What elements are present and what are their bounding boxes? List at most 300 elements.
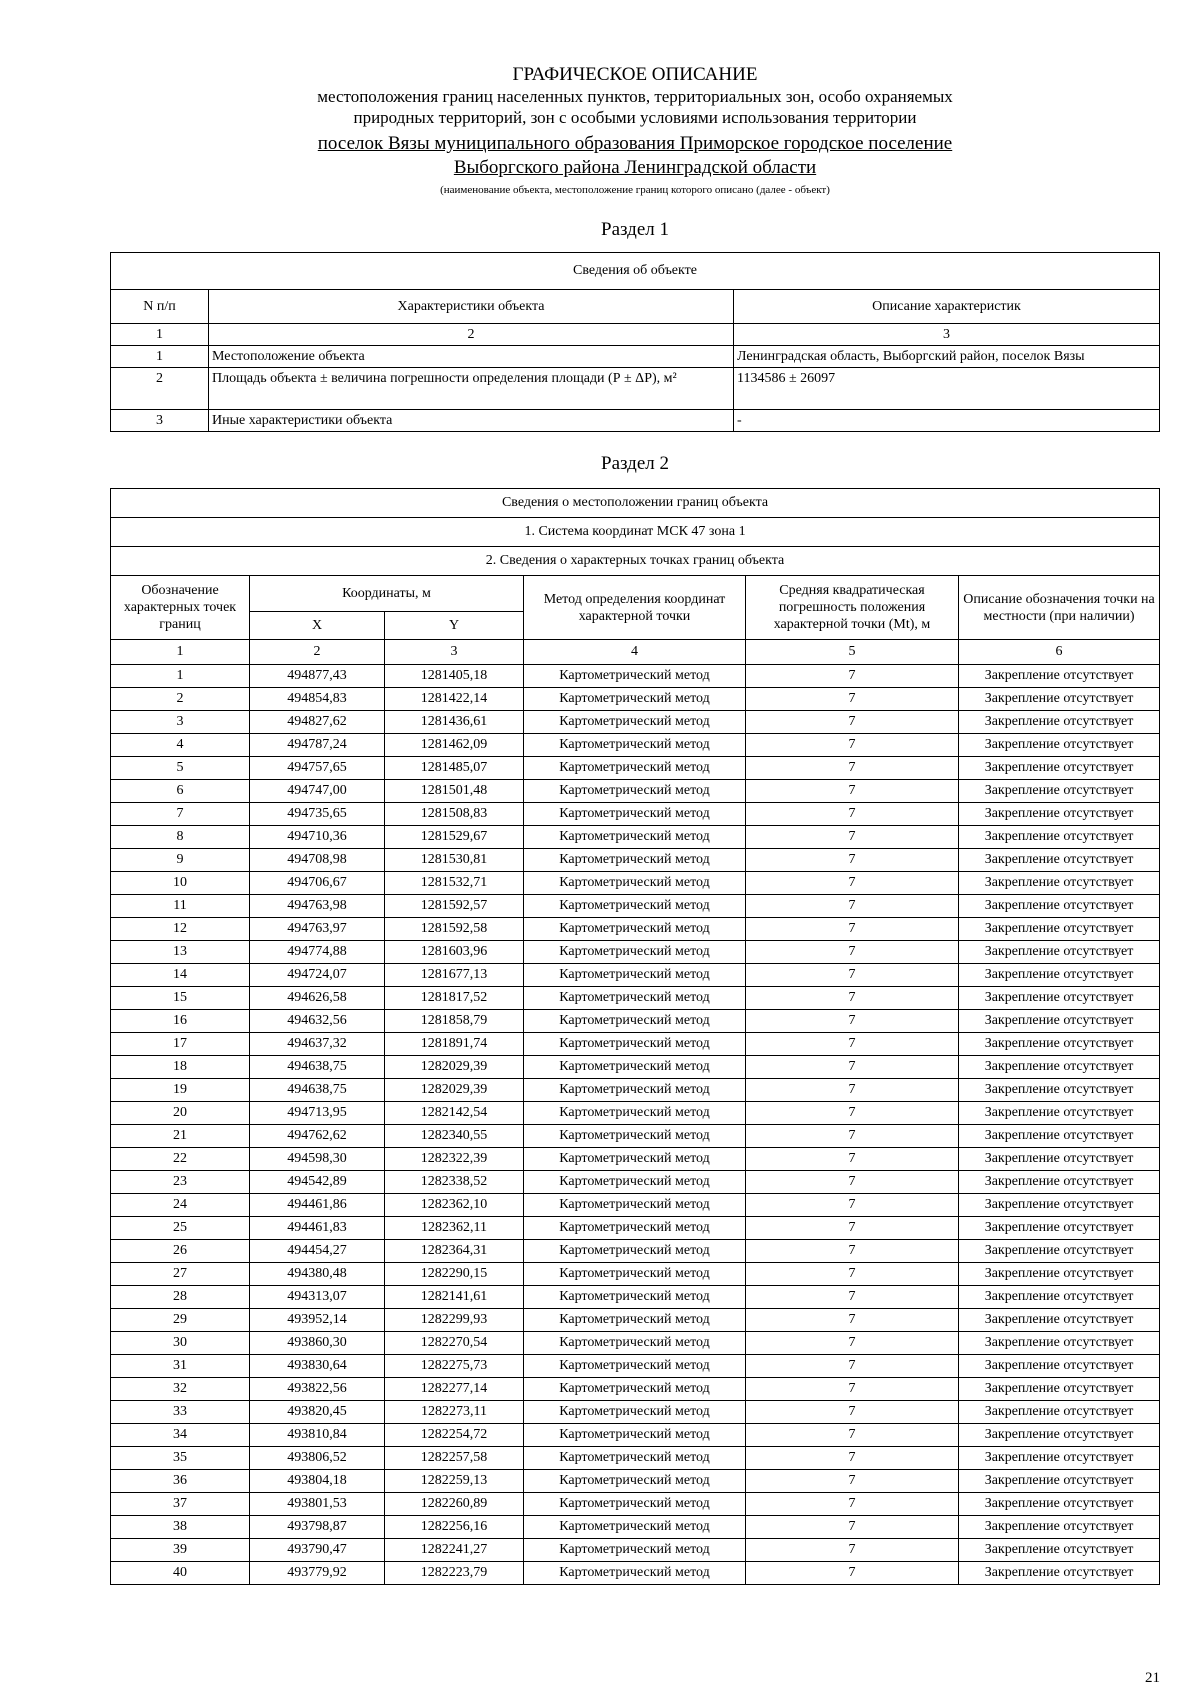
point-description: Закрепление отсутствует <box>959 1539 1160 1562</box>
characteristic-name: Местоположение объекта <box>209 346 734 368</box>
header-description: Описание характеристик <box>734 290 1160 324</box>
mean-error: 7 <box>746 734 959 757</box>
table-row <box>111 1447 1160 1470</box>
coord-y: 1282254,72 <box>385 1424 524 1447</box>
table-row <box>111 1355 1160 1378</box>
point-designation: 39 <box>111 1539 250 1562</box>
coord-x: 494706,67 <box>250 872 385 895</box>
point-designation: 8 <box>111 826 250 849</box>
table-row <box>111 1010 1160 1033</box>
mean-error: 7 <box>746 688 959 711</box>
point-description: Закрепление отсутствует <box>959 1447 1160 1470</box>
coord-x: 494735,65 <box>250 803 385 826</box>
point-designation: 37 <box>111 1493 250 1516</box>
point-designation: 12 <box>111 918 250 941</box>
coord-y: 1282299,93 <box>385 1309 524 1332</box>
coord-y: 1281436,61 <box>385 711 524 734</box>
point-description: Закрепление отсутствует <box>959 1493 1160 1516</box>
method: Картометрический метод <box>524 1332 746 1355</box>
point-designation: 24 <box>111 1194 250 1217</box>
table-row <box>111 1171 1160 1194</box>
method: Картометрический метод <box>524 1309 746 1332</box>
method: Картометрический метод <box>524 941 746 964</box>
mean-error: 7 <box>746 1171 959 1194</box>
mean-error: 7 <box>746 987 959 1010</box>
table-row <box>111 665 1160 688</box>
object-name-text-1: поселок Вязы муниципального образования Приморское городское поселение <box>317 133 953 154</box>
characteristic-value: Ленинградская область, Выборгский район, поселок Вязы <box>734 346 1160 368</box>
point-designation: 21 <box>111 1125 250 1148</box>
column-number: 2 <box>209 324 734 346</box>
characteristic-value: - <box>734 410 1160 432</box>
coord-y: 1282322,39 <box>385 1148 524 1171</box>
point-description: Закрепление отсутствует <box>959 1378 1160 1401</box>
mean-error: 7 <box>746 1539 959 1562</box>
column-number: 6 <box>959 640 1160 665</box>
coord-x: 494763,98 <box>250 895 385 918</box>
header-designation: Обозначение характерных точек границ <box>111 576 250 640</box>
method: Картометрический метод <box>524 826 746 849</box>
point-description: Закрепление отсутствует <box>959 1033 1160 1056</box>
method: Картометрический метод <box>524 688 746 711</box>
method: Картометрический метод <box>524 1286 746 1309</box>
document-title: ГРАФИЧЕСКОЕ ОПИСАНИЕ <box>512 64 758 85</box>
coord-x: 494877,43 <box>250 665 385 688</box>
table-row <box>111 1194 1160 1217</box>
characteristic-value: 1134586 ± 26097 <box>734 368 1160 410</box>
point-description: Закрепление отсутствует <box>959 1125 1160 1148</box>
point-designation: 9 <box>111 849 250 872</box>
coord-x: 494454,27 <box>250 1240 385 1263</box>
coord-y: 1282362,11 <box>385 1217 524 1240</box>
point-designation: 32 <box>111 1378 250 1401</box>
coord-x: 494774,88 <box>250 941 385 964</box>
table-row <box>111 1378 1160 1401</box>
table-row <box>111 711 1160 734</box>
table-row <box>111 1332 1160 1355</box>
coord-x: 494710,36 <box>250 826 385 849</box>
table-row <box>111 1240 1160 1263</box>
table-row <box>111 688 1160 711</box>
table-row <box>111 1562 1160 1585</box>
point-description: Закрепление отсутствует <box>959 1171 1160 1194</box>
table-row <box>111 1516 1160 1539</box>
table-row <box>111 1102 1160 1125</box>
point-description: Закрепление отсутствует <box>959 849 1160 872</box>
mean-error: 7 <box>746 1309 959 1332</box>
table-row <box>111 1470 1160 1493</box>
coord-y: 1282290,15 <box>385 1263 524 1286</box>
point-description: Закрепление отсутствует <box>959 1424 1160 1447</box>
mean-error: 7 <box>746 757 959 780</box>
point-description: Закрепление отсутствует <box>959 918 1160 941</box>
method: Картометрический метод <box>524 849 746 872</box>
subtitle-line-2: природных территорий, зон с особыми условиями использования территории <box>353 108 917 127</box>
method: Картометрический метод <box>524 1470 746 1493</box>
method: Картометрический метод <box>524 1010 746 1033</box>
point-designation: 35 <box>111 1447 250 1470</box>
mean-error: 7 <box>746 665 959 688</box>
coord-x: 494787,24 <box>250 734 385 757</box>
table-row <box>111 1263 1160 1286</box>
mean-error: 7 <box>746 1516 959 1539</box>
header-method: Метод определения координат характерной точки <box>524 576 746 640</box>
coord-y: 1282257,58 <box>385 1447 524 1470</box>
table-row <box>111 1424 1160 1447</box>
coord-y: 1281530,81 <box>385 849 524 872</box>
point-description: Закрепление отсутствует <box>959 1286 1160 1309</box>
coord-y: 1281603,96 <box>385 941 524 964</box>
column-number: 4 <box>524 640 746 665</box>
point-designation: 15 <box>111 987 250 1010</box>
point-description: Закрепление отсутствует <box>959 803 1160 826</box>
point-description: Закрепление отсутствует <box>959 1263 1160 1286</box>
coord-x: 494637,32 <box>250 1033 385 1056</box>
point-designation: 3 <box>111 711 250 734</box>
mean-error: 7 <box>746 1493 959 1516</box>
table-row <box>111 1401 1160 1424</box>
point-designation: 10 <box>111 872 250 895</box>
coord-x: 494713,95 <box>250 1102 385 1125</box>
table-row <box>111 872 1160 895</box>
point-designation: 40 <box>111 1562 250 1585</box>
table-row <box>111 918 1160 941</box>
coord-y: 1281405,18 <box>385 665 524 688</box>
point-designation: 22 <box>111 1148 250 1171</box>
coord-x: 494724,07 <box>250 964 385 987</box>
method: Картометрический метод <box>524 1516 746 1539</box>
point-description: Закрепление отсутствует <box>959 1102 1160 1125</box>
point-description: Закрепление отсутствует <box>959 1240 1160 1263</box>
method: Картометрический метод <box>524 734 746 757</box>
point-designation: 28 <box>111 1286 250 1309</box>
coord-y: 1282142,54 <box>385 1102 524 1125</box>
coord-x: 494598,30 <box>250 1148 385 1171</box>
column-number: 3 <box>385 640 524 665</box>
mean-error: 7 <box>746 1401 959 1424</box>
point-designation: 18 <box>111 1056 250 1079</box>
table-row <box>111 1493 1160 1516</box>
coord-y: 1281508,83 <box>385 803 524 826</box>
object-name-line-1 <box>0 132 1200 156</box>
point-designation: 14 <box>111 964 250 987</box>
header-number: N п/п <box>111 290 209 324</box>
point-designation: 36 <box>111 1470 250 1493</box>
object-name-line-2 <box>0 156 1200 180</box>
coord-x: 494542,89 <box>250 1171 385 1194</box>
table-row <box>111 1539 1160 1562</box>
boundary-table-title: Сведения о местоположении границ объекта <box>111 489 1160 518</box>
table-row <box>111 826 1160 849</box>
coord-y: 1281891,74 <box>385 1033 524 1056</box>
object-info-table <box>110 252 1160 432</box>
coord-x: 493790,47 <box>250 1539 385 1562</box>
method: Картометрический метод <box>524 1355 746 1378</box>
section-2-title: Раздел 2 <box>601 453 669 474</box>
point-description: Закрепление отсутствует <box>959 780 1160 803</box>
table-row <box>111 1056 1160 1079</box>
point-designation: 6 <box>111 780 250 803</box>
mean-error: 7 <box>746 872 959 895</box>
mean-error: 7 <box>746 1378 959 1401</box>
coord-x: 493806,52 <box>250 1447 385 1470</box>
mean-error: 7 <box>746 1102 959 1125</box>
column-number: 1 <box>111 640 250 665</box>
characteristic-name: Площадь объекта ± величина погрешности определения площади (Р ± ΔР), м² <box>209 368 734 410</box>
header-error: Средняя квадратическая погрешность положения характерной точки (Mt), м <box>746 576 959 640</box>
coord-y: 1282029,39 <box>385 1056 524 1079</box>
mean-error: 7 <box>746 918 959 941</box>
method: Картометрический метод <box>524 895 746 918</box>
column-number: 3 <box>734 324 1160 346</box>
table-row <box>111 757 1160 780</box>
table-row <box>111 410 1160 432</box>
mean-error: 7 <box>746 1033 959 1056</box>
point-description: Закрепление отсутствует <box>959 1516 1160 1539</box>
coord-x: 494827,62 <box>250 711 385 734</box>
mean-error: 7 <box>746 895 959 918</box>
table-row <box>111 964 1160 987</box>
mean-error: 7 <box>746 941 959 964</box>
coord-x: 494461,83 <box>250 1217 385 1240</box>
table-row <box>111 803 1160 826</box>
table-row <box>111 1079 1160 1102</box>
coord-y: 1282277,14 <box>385 1378 524 1401</box>
point-designation: 1 <box>111 665 250 688</box>
coord-x: 494380,48 <box>250 1263 385 1286</box>
method: Картометрический метод <box>524 1217 746 1240</box>
coord-y: 1282270,54 <box>385 1332 524 1355</box>
mean-error: 7 <box>746 1424 959 1447</box>
coord-y: 1282259,13 <box>385 1470 524 1493</box>
mean-error: 7 <box>746 1125 959 1148</box>
object-info-table-title: Сведения об объекте <box>111 253 1160 290</box>
row-number: 3 <box>111 410 209 432</box>
coord-y: 1281532,71 <box>385 872 524 895</box>
mean-error: 7 <box>746 711 959 734</box>
method: Картометрический метод <box>524 803 746 826</box>
coord-x: 493779,92 <box>250 1562 385 1585</box>
point-designation: 30 <box>111 1332 250 1355</box>
point-designation: 38 <box>111 1516 250 1539</box>
coord-x: 493810,84 <box>250 1424 385 1447</box>
header-coordinates: Координаты, м <box>250 576 524 612</box>
method: Картометрический метод <box>524 780 746 803</box>
point-description: Закрепление отсутствует <box>959 1401 1160 1424</box>
point-designation: 23 <box>111 1171 250 1194</box>
point-designation: 7 <box>111 803 250 826</box>
mean-error: 7 <box>746 1240 959 1263</box>
coord-x: 493830,64 <box>250 1355 385 1378</box>
coord-x: 494747,00 <box>250 780 385 803</box>
mean-error: 7 <box>746 1010 959 1033</box>
mean-error: 7 <box>746 1217 959 1240</box>
coord-y: 1281592,58 <box>385 918 524 941</box>
point-description: Закрепление отсутствует <box>959 757 1160 780</box>
page-number: 21 <box>1145 1670 1160 1686</box>
mean-error: 7 <box>746 849 959 872</box>
table-row <box>111 1033 1160 1056</box>
point-designation: 11 <box>111 895 250 918</box>
mean-error: 7 <box>746 1263 959 1286</box>
point-designation: 31 <box>111 1355 250 1378</box>
method: Картометрический метод <box>524 1033 746 1056</box>
coord-y: 1281529,67 <box>385 826 524 849</box>
point-designation: 29 <box>111 1309 250 1332</box>
coord-x: 493860,30 <box>250 1332 385 1355</box>
coord-y: 1282273,11 <box>385 1401 524 1424</box>
mean-error: 7 <box>746 1470 959 1493</box>
mean-error: 7 <box>746 1562 959 1585</box>
coord-y: 1282256,16 <box>385 1516 524 1539</box>
coord-x: 494313,07 <box>250 1286 385 1309</box>
coord-x: 493804,18 <box>250 1470 385 1493</box>
method: Картометрический метод <box>524 1171 746 1194</box>
point-description: Закрепление отсутствует <box>959 734 1160 757</box>
table-row <box>111 987 1160 1010</box>
row-number: 1 <box>111 346 209 368</box>
mean-error: 7 <box>746 1056 959 1079</box>
boundary-points-table <box>110 488 1160 1585</box>
table-row <box>111 1148 1160 1171</box>
coord-y: 1282241,27 <box>385 1539 524 1562</box>
method: Картометрический метод <box>524 1263 746 1286</box>
coord-x: 494632,56 <box>250 1010 385 1033</box>
coord-y: 1282340,55 <box>385 1125 524 1148</box>
method: Картометрический метод <box>524 1194 746 1217</box>
coord-x: 494638,75 <box>250 1056 385 1079</box>
object-name-note: (наименование объекта, местоположение границ которого описано (далее - объект) <box>440 184 830 196</box>
mean-error: 7 <box>746 803 959 826</box>
point-description: Закрепление отсутствует <box>959 1309 1160 1332</box>
method: Картометрический метод <box>524 1240 746 1263</box>
point-designation: 5 <box>111 757 250 780</box>
coord-x: 493801,53 <box>250 1493 385 1516</box>
mean-error: 7 <box>746 1194 959 1217</box>
section-1-title: Раздел 1 <box>601 219 669 240</box>
point-designation: 17 <box>111 1033 250 1056</box>
method: Картометрический метод <box>524 711 746 734</box>
mean-error: 7 <box>746 1286 959 1309</box>
subtitle-line-1: местоположения границ населенных пунктов, территориальных зон, особо охраняемых <box>317 87 953 106</box>
coord-x: 494626,58 <box>250 987 385 1010</box>
method: Картометрический метод <box>524 1562 746 1585</box>
table-row <box>111 849 1160 872</box>
point-description: Закрепление отсутствует <box>959 1332 1160 1355</box>
column-number: 2 <box>250 640 385 665</box>
method: Картометрический метод <box>524 665 746 688</box>
coord-x: 493820,45 <box>250 1401 385 1424</box>
point-description: Закрепление отсутствует <box>959 1079 1160 1102</box>
point-description: Закрепление отсутствует <box>959 1562 1160 1585</box>
document-header <box>0 64 1200 198</box>
coord-y: 1282223,79 <box>385 1562 524 1585</box>
coord-y: 1281501,48 <box>385 780 524 803</box>
point-description: Закрепление отсутствует <box>959 895 1160 918</box>
point-designation: 19 <box>111 1079 250 1102</box>
coord-y: 1282364,31 <box>385 1240 524 1263</box>
point-designation: 20 <box>111 1102 250 1125</box>
method: Картометрический метод <box>524 1378 746 1401</box>
mean-error: 7 <box>746 1148 959 1171</box>
coord-y: 1282275,73 <box>385 1355 524 1378</box>
point-description: Закрепление отсутствует <box>959 826 1160 849</box>
column-number: 1 <box>111 324 209 346</box>
table-row <box>111 941 1160 964</box>
coord-x: 494762,62 <box>250 1125 385 1148</box>
method: Картометрический метод <box>524 1056 746 1079</box>
mean-error: 7 <box>746 826 959 849</box>
method: Картометрический метод <box>524 1401 746 1424</box>
method: Картометрический метод <box>524 987 746 1010</box>
object-name-text-2: Выборгского района Ленинградской области <box>453 157 817 178</box>
row-number: 2 <box>111 368 209 410</box>
coord-y: 1282141,61 <box>385 1286 524 1309</box>
coord-x: 494638,75 <box>250 1079 385 1102</box>
points-section-title: 2. Сведения о характерных точках границ объекта <box>111 547 1160 576</box>
coord-x: 494854,83 <box>250 688 385 711</box>
point-description: Закрепление отсутствует <box>959 1470 1160 1493</box>
point-description: Закрепление отсутствует <box>959 1194 1160 1217</box>
method: Картометрический метод <box>524 1079 746 1102</box>
point-designation: 13 <box>111 941 250 964</box>
mean-error: 7 <box>746 1447 959 1470</box>
coord-y: 1281858,79 <box>385 1010 524 1033</box>
coord-y: 1281462,09 <box>385 734 524 757</box>
table-row <box>111 734 1160 757</box>
point-designation: 16 <box>111 1010 250 1033</box>
table-row <box>111 368 1160 410</box>
point-designation: 4 <box>111 734 250 757</box>
point-description: Закрепление отсутствует <box>959 1056 1160 1079</box>
coord-y: 1281817,52 <box>385 987 524 1010</box>
coord-x: 493822,56 <box>250 1378 385 1401</box>
method: Картометрический метод <box>524 1424 746 1447</box>
characteristic-name: Иные характеристики объекта <box>209 410 734 432</box>
mean-error: 7 <box>746 1355 959 1378</box>
mean-error: 7 <box>746 1332 959 1355</box>
table-row <box>111 346 1160 368</box>
coord-x: 493952,14 <box>250 1309 385 1332</box>
mean-error: 7 <box>746 1079 959 1102</box>
method: Картометрический метод <box>524 872 746 895</box>
point-description: Закрепление отсутствует <box>959 1148 1160 1171</box>
header-y: Y <box>385 612 524 640</box>
method: Картометрический метод <box>524 1447 746 1470</box>
coord-x: 494757,65 <box>250 757 385 780</box>
coord-x: 494708,98 <box>250 849 385 872</box>
coord-y: 1281677,13 <box>385 964 524 987</box>
table-row <box>111 1217 1160 1240</box>
point-designation: 2 <box>111 688 250 711</box>
point-description: Закрепление отсутствует <box>959 987 1160 1010</box>
point-designation: 25 <box>111 1217 250 1240</box>
point-description: Закрепление отсутствует <box>959 688 1160 711</box>
coord-y: 1282260,89 <box>385 1493 524 1516</box>
table-row <box>111 1309 1160 1332</box>
method: Картометрический метод <box>524 964 746 987</box>
method: Картометрический метод <box>524 918 746 941</box>
method: Картометрический метод <box>524 1125 746 1148</box>
mean-error: 7 <box>746 780 959 803</box>
method: Картометрический метод <box>524 1539 746 1562</box>
point-description: Закрепление отсутствует <box>959 964 1160 987</box>
method: Картометрический метод <box>524 1148 746 1171</box>
point-description: Закрепление отсутствует <box>959 665 1160 688</box>
method: Картометрический метод <box>524 757 746 780</box>
point-description: Закрепление отсутствует <box>959 872 1160 895</box>
coord-y: 1282338,52 <box>385 1171 524 1194</box>
